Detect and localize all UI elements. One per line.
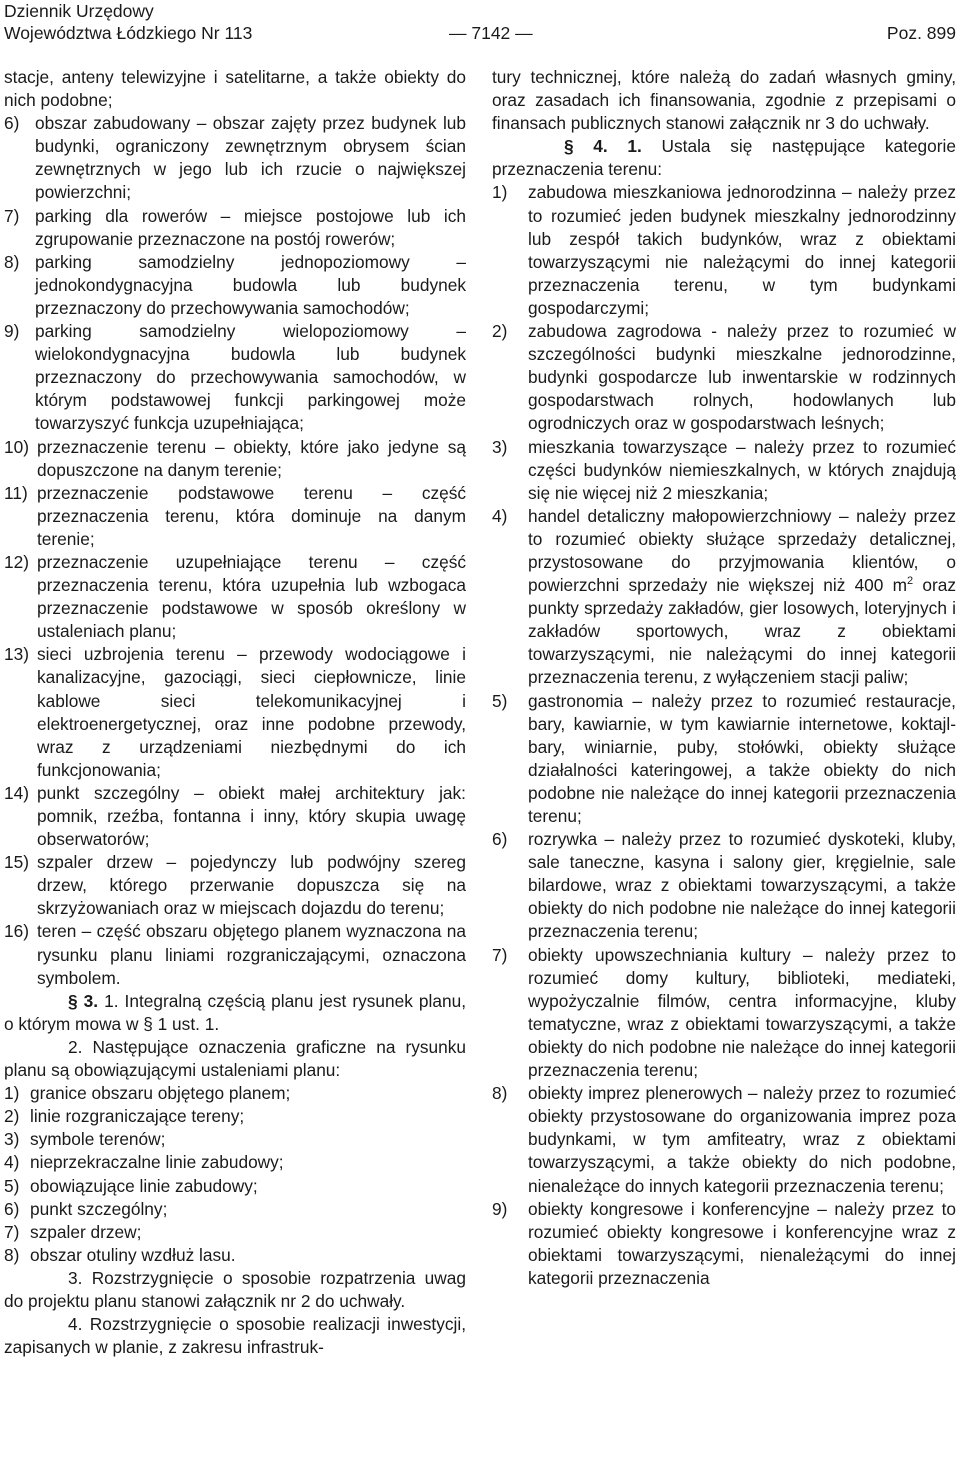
marking-item xyxy=(4,1105,466,1128)
definition-item xyxy=(4,482,466,551)
item-number: 3) xyxy=(492,436,508,457)
item-number: 12) xyxy=(4,551,29,572)
item-text: przeznaczenie podstawowe terenu – część przeznaczenia terenu, która dominuje na danym terenie; xyxy=(37,482,466,549)
item-number: 15) xyxy=(4,852,29,873)
item-number: 13) xyxy=(4,644,29,665)
item-text: parking dla rowerów – miejsce postojowe lub ich zgrupowanie przeznaczone na postój rowerów; xyxy=(35,205,466,249)
item-number: 8) xyxy=(492,1083,508,1104)
item-number: 7) xyxy=(4,205,20,226)
item-text: obiekty upowszechniania kultury – należy przez to rozumieć domy kultury, biblioteki, mediateki, wypożyczalnie filmów, centra informacyjne, kluby tematyczne, wraz z obiektami towarzyszącymi, a także obiekty do nich podobne nie należące do innej kategorii przeznaczenia terenu; xyxy=(528,944,956,1081)
item-number: 10) xyxy=(4,436,29,457)
item-text: granice obszaru objętego planem; xyxy=(30,1083,291,1104)
item-text: zabudowa zagrodowa - należy przez to rozumieć w szczególności budynki mieszkalne jednorodzinne, budynki gospodarcze lub inwentarskie w rodzinnych gospodarstwach rolnych, hodowlanych lub ogrodniczych oraz w gospodarstwach leśnych; xyxy=(528,321,956,434)
continued-text: stacje, anteny telewizyjne i satelitarne, a także obiekty do nich podobne; xyxy=(4,67,466,111)
item-number: 2) xyxy=(4,1106,20,1127)
marking-item xyxy=(4,1151,466,1174)
category-item xyxy=(492,1082,956,1197)
item-text: parking samodzielny wielopoziomowy – wielokondygnacyjna budowla lub budynek przeznaczony do przechowywania samochodów, w którym podstawowej funkcji parkingowej może towarzyszyć funkcja uzupełniająca; xyxy=(35,321,466,434)
item-text: rozrywka – należy przez to rozumieć dyskoteki, kluby, sale taneczne, kasyna i salony gier, kręgielnie, sale bilardowe, wraz z obiektami towarzyszącymi, a także obiekty do nich podobne nie należące do innej kategorii przeznaczenia terenu; xyxy=(528,829,956,942)
item-number: 6) xyxy=(492,829,508,850)
item-text: obiekty kongresowe i konferencyjne – należy przez to rozumieć obiekty kongresowe i konferencyjne wraz z obiektami towarzyszącymi, nienależącymi do innej kategorii przeznaczenia xyxy=(528,1198,956,1288)
superscript: 2 xyxy=(907,575,914,588)
item-number: 4) xyxy=(492,505,508,526)
journal-issue: Województwa Łódzkiego Nr 113 xyxy=(4,23,253,43)
marking-item xyxy=(4,1082,466,1105)
section-3-text: 1. Integralną częścią planu jest rysunek planu, o którym mowa w § 1 ust. 1. xyxy=(4,990,466,1034)
page-header xyxy=(4,0,956,44)
item-text: handel detaliczny małopowierzchniowy – należy przez to rozumieć obiekty służące sprzedaży detalicznej, przystosowane do przyjmowania klientów, o powierzchni sprzedaży nie większej niż 400 m xyxy=(528,505,956,596)
item-text: symbole terenów; xyxy=(30,1129,166,1150)
item-text-continued: oraz punkty sprzedaży zakładów, gier losowych, loteryjnych i zakładów sportowych, wraz z obiektami towarzyszącymi, nie należącymi do innej kategorii przeznaczenia terenu, z wyłączeniem stacji paliw; xyxy=(528,575,956,688)
item-number: 16) xyxy=(4,921,29,942)
category-item xyxy=(492,505,956,690)
item-number: 6) xyxy=(4,113,20,134)
category-item xyxy=(492,181,956,320)
item-text: punkt szczególny – obiekt małej architektury jak: pomnik, rzeźba, fontanna i inny, który skupia uwagę obserwatorów; xyxy=(37,782,466,850)
category-item xyxy=(492,320,956,435)
item-number: 1) xyxy=(4,1083,20,1104)
item-number: 1) xyxy=(492,182,508,203)
section-4-mark: § 4. 1. xyxy=(564,136,642,157)
item-text: gastronomia – należy przez to rozumieć restauracje, bary, kawiarnie, w tym kawiarnie internetowe, koktajl-bary, winiarnie, puby, stołówki, obiekty służące działalności kateringowej, a także obiekty do nich podobne nie należące do innej kategorii przeznaczenia terenu; xyxy=(528,690,956,826)
item-number: 5) xyxy=(492,690,508,711)
item-text: obszar zabudowany – obszar zajęty przez budynek lub budynki, ograniczony zewnętrznym obrysem ścian zewnętrznych w jego lub ich rzucie o największej powierzchni; xyxy=(35,113,466,203)
marking-item xyxy=(4,1221,466,1244)
item-text: teren – część obszaru objętego planem wyznaczona na rysunku planu liniami rozgraniczającymi, oznaczona symbolem. xyxy=(37,921,466,988)
section-4-paragraph-1 xyxy=(492,135,956,181)
item-text: obszar otuliny wzdłuż lasu. xyxy=(30,1244,236,1265)
definition-item xyxy=(4,112,466,204)
item-number: 7) xyxy=(492,944,508,965)
section-4-text: Ustala się następujące kategorie przeznaczenia terenu: xyxy=(492,136,956,180)
item-text: linie rozgraniczające tereny; xyxy=(30,1106,245,1127)
item-number: 9) xyxy=(4,321,20,342)
left-column xyxy=(4,66,466,1359)
category-item xyxy=(492,1198,956,1290)
item-number: 8) xyxy=(4,251,20,272)
item-number: 6) xyxy=(4,1198,20,1219)
item-text: przeznaczenie terenu – obiekty, które jako jedyne są dopuszczone na danym terenie; xyxy=(37,436,466,480)
category-item xyxy=(492,828,956,943)
item-number: 7) xyxy=(4,1221,20,1242)
section-3-mark: § 3. xyxy=(68,990,99,1011)
marking-item xyxy=(4,1198,466,1221)
journal-title: Dziennik Urzędowy xyxy=(4,1,154,21)
item-text: szpaler drzew; xyxy=(30,1221,142,1242)
definition-item xyxy=(4,920,466,989)
item-text: obiekty imprez plenerowych – należy przez to rozumieć obiekty przystosowane do organizowania imprez poza budynkami, w tym amfiteatry, wraz z obiektami towarzyszącymi, a także obiekty do nich podobne, nienależące do innych kategorii przeznaczenia terenu; xyxy=(528,1083,956,1196)
item-text: mieszkania towarzyszące – należy przez to rozumieć części budynków niemieszkalnych, w których znajdują się nie więcej niż 2 mieszkania; xyxy=(528,436,956,503)
definition-item xyxy=(4,320,466,435)
page-number: — 7142 — xyxy=(449,23,533,43)
definition-item xyxy=(4,643,466,782)
definition-item xyxy=(4,251,466,320)
item-text: obowiązujące linie zabudowy; xyxy=(30,1175,258,1196)
continued-text: tury technicznej, które należą do zadań własnych gminy, oraz zasadach ich finansowania, zgodnie z przepisami o finansach publicznych stanowi załącznik nr 3 do uchwały. xyxy=(492,67,956,134)
categories-list xyxy=(492,181,956,1290)
section-3-paragraph-1 xyxy=(4,990,466,1036)
position-number: Poz. 899 xyxy=(886,23,956,43)
item-text: nieprzekraczalne linie zabudowy; xyxy=(30,1152,284,1173)
category-item xyxy=(492,690,956,829)
definition-item xyxy=(4,205,466,251)
section-3-paragraph-4: 4. Rozstrzygnięcie o sposobie realizacji inwestycji, zapisanych w planie, z zakresu infrastruk- xyxy=(4,1314,466,1358)
definition-item xyxy=(4,551,466,643)
item-text: szpaler drzew – pojedynczy lub podwójny szereg drzew, którego przerwanie dopuszcza się na skrzyżowaniach oraz w miejscach dojazdu do terenu; xyxy=(37,852,466,919)
definition-item xyxy=(4,782,466,851)
item-number: 11) xyxy=(4,482,28,503)
section-3-paragraph-2: 2. Następujące oznaczenia graficzne na rysunku planu są obowiązującymi ustaleniami planu: xyxy=(4,1036,466,1081)
marking-item xyxy=(4,1244,466,1267)
definition-item xyxy=(4,851,466,920)
item-text: parking samodzielny jednopoziomowy – jednokondygnacyjna budowla lub budynek przeznaczony do przechowywania samochodów; xyxy=(35,251,466,318)
item-number: 3) xyxy=(4,1129,20,1150)
item-text: przeznaczenie uzupełniające terenu – część przeznaczenia terenu, która uzupełnia lub wzbogaca przeznaczenie podstawowe w sposób określony w ustaleniach planu; xyxy=(37,551,466,642)
item-number: 14) xyxy=(4,782,29,803)
graphic-markings-list xyxy=(4,1082,466,1267)
item-number: 2) xyxy=(492,321,508,342)
item-number: 5) xyxy=(4,1175,20,1196)
definitions-list xyxy=(4,112,466,990)
section-3-paragraph-3: 3. Rozstrzygnięcie o sposobie rozpatrzenia uwag do projektu planu stanowi załącznik nr 2 do uchwały. xyxy=(4,1267,466,1311)
category-item xyxy=(492,944,956,1083)
item-text: sieci uzbrojenia terenu – przewody wodociągowe i kanalizacyjne, gazociągi, sieci ciepłownicze, linie kablowe sieci telekomunikacyjnej i elektroenergetycznej, oraz inne podobne przewody, wraz z urządzeniami niezbędnymi do ich funkcjonowania; xyxy=(37,644,466,780)
item-number: 8) xyxy=(4,1244,20,1265)
item-number: 4) xyxy=(4,1152,20,1173)
category-item xyxy=(492,436,956,505)
item-number: 9) xyxy=(492,1198,508,1219)
right-column xyxy=(492,66,956,1290)
marking-item xyxy=(4,1175,466,1198)
definition-item xyxy=(4,436,466,482)
marking-item xyxy=(4,1128,466,1151)
item-text: zabudowa mieszkaniowa jednorodzinna – należy przez to rozumieć jeden budynek mieszkalny jednorodzinny lub zespół takich budynków, wraz z obiektami towarzyszącymi nie należącymi do innej kategorii przeznaczenia terenu, w tym budynkami gospodarczymi; xyxy=(528,182,956,318)
item-text: punkt szczególny; xyxy=(30,1198,168,1219)
